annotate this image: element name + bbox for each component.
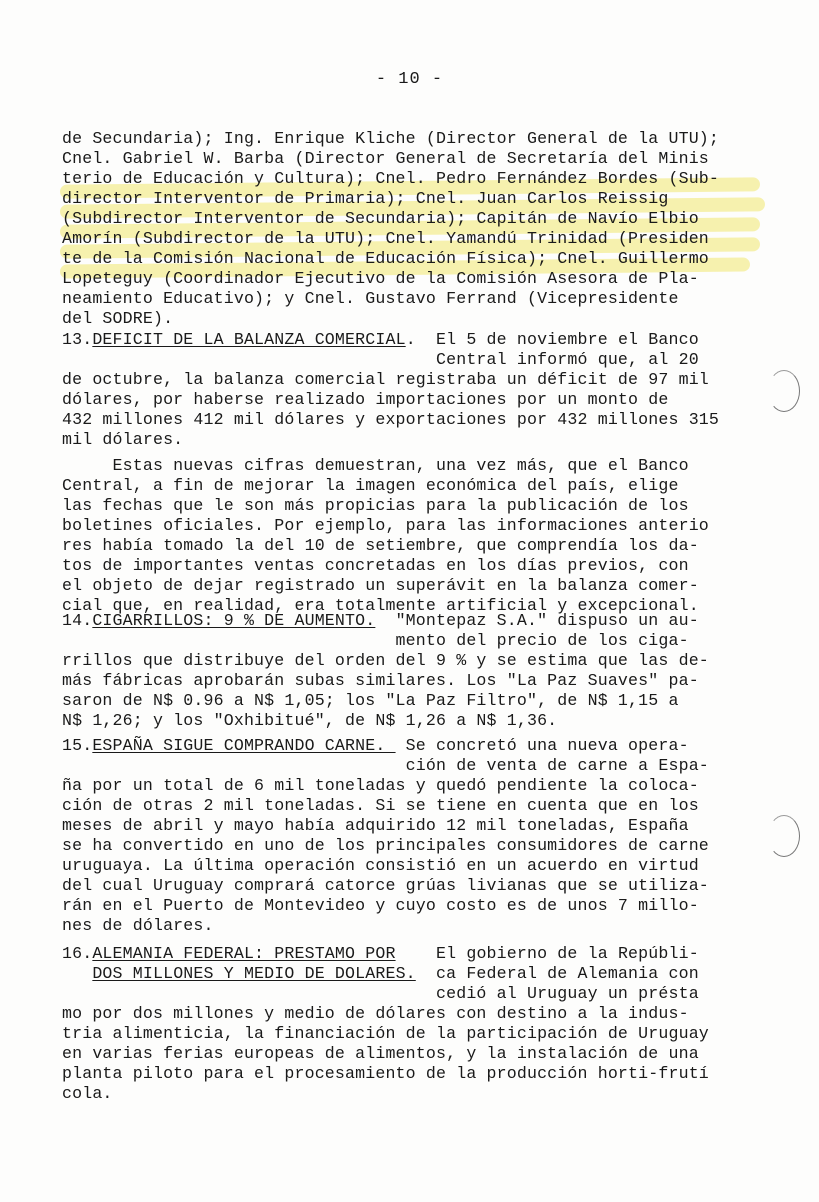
text-line: 432 millones 412 mil dólares y exportaciones por 432 millones 315 (62, 410, 720, 429)
text-line: res había tomado la del 10 de setiembre, que comprendía los da- (62, 536, 699, 555)
text-line: 15.ESPAÑA SIGUE COMPRANDO CARNE. Se concretó una nueva opera- (62, 736, 689, 755)
text-line: nes de dólares. (62, 916, 214, 935)
text-line: cial que, en realidad, era totalmente artificial y excepcional. (62, 596, 699, 615)
text-line: (Subdirector Interventor de Secundaria); Capitán de Navío Elbio (62, 209, 699, 228)
text-line: 16.ALEMANIA FEDERAL: PRESTAMO POR El gobierno de la Repúbli- (62, 944, 699, 963)
text-line: rán en el Puerto de Montevideo y cuyo costo es de unos 7 millo- (62, 896, 699, 915)
text-line: Estas nuevas cifras demuestran, una vez más, que el Banco (62, 456, 689, 475)
text-line: de Secundaria); Ing. Enrique Kliche (Director General de la UTU); (62, 129, 720, 148)
text-line: 13.DEFICIT DE LA BALANZA COMERCIAL. El 5 de noviembre el Banco (62, 330, 699, 349)
text-line: terio de Educación y Cultura); Cnel. Pedro Fernández Bordes (Sub- (62, 169, 720, 188)
text-line: en varias ferias europeas de alimentos, y la instalación de una (62, 1044, 699, 1063)
text-line: Central informó que, al 20 (62, 350, 699, 369)
text-line: cedió al Uruguay un présta (62, 984, 699, 1003)
section-heading: ALEMANIA FEDERAL: PRESTAMO POR (92, 944, 396, 963)
text-line: tria alimenticia, la financiación de la participación de Uruguay (62, 1024, 709, 1043)
text-line: saron de N$ 0.96 a N$ 1,05; los "La Paz Filtro", de N$ 1,15 a (62, 691, 679, 710)
text-line: boletines oficiales. Por ejemplo, para las informaciones anterio (62, 516, 709, 535)
text-line: te de la Comisión Nacional de Educación Física); Cnel. Guillermo (62, 249, 709, 268)
text-line: del SODRE). (62, 309, 174, 328)
text-line: ña por un total de 6 mil toneladas y quedó pendiente la coloca- (62, 776, 699, 795)
punch-hole-mark (768, 815, 800, 857)
section-heading: DOS MILLONES Y MEDIO DE DOLARES. (92, 964, 416, 983)
text-line: Central, a fin de mejorar la imagen económica del país, elige (62, 476, 679, 495)
text-line: N$ 1,26; y los "Oxhibitué", de N$ 1,26 a N$ 1,36. (62, 711, 558, 730)
text-line: de octubre, la balanza comercial registraba un déficit de 97 mil (62, 370, 709, 389)
text-line: ción de venta de carne a Espa- (62, 756, 709, 775)
punch-hole-mark (768, 370, 800, 412)
section-heading: DEFICIT DE LA BALANZA COMERCIAL (92, 330, 406, 349)
text-line: del cual Uruguay comprará catorce grúas livianas que se utiliza- (62, 876, 709, 895)
text-line: se ha convertido en uno de los principales consumidores de carne (62, 836, 709, 855)
text-line: el objeto de dejar registrado un superávit en la balanza comer- (62, 576, 699, 595)
text-line: director Interventor de Primaria); Cnel. Juan Carlos Reissig (62, 189, 669, 208)
text-line: Amorín (Subdirector de la UTU); Cnel. Yamandú Trinidad (Presiden (62, 229, 709, 248)
page-number: - 10 - (375, 70, 444, 89)
text-line: neamiento Educativo); y Cnel. Gustavo Ferrand (Vicepresidente (62, 289, 679, 308)
text-line: mento del precio de los ciga- (62, 631, 689, 650)
text-line: cola. (62, 1084, 113, 1103)
section-heading: CIGARRILLOS: 9 % DE AUMENTO. (92, 611, 376, 630)
text-line: dólares, por haberse realizado importaciones por un monto de (62, 390, 669, 409)
text-line: uruguaya. La última operación consistió en un acuerdo en virtud (62, 856, 699, 875)
text-line: mo por dos millones y medio de dólares con destino a la indus- (62, 1004, 689, 1023)
text-line: mil dólares. (62, 430, 184, 449)
section-heading: ESPAÑA SIGUE COMPRANDO CARNE. (92, 736, 396, 755)
text-line: Lopeteguy (Coordinador Ejecutivo de la Comisión Asesora de Pla- (62, 269, 699, 288)
text-line: 14.CIGARRILLOS: 9 % DE AUMENTO. "Montepaz S.A." dispuso un au- (62, 611, 699, 630)
text-line: rrillos que distribuye del orden del 9 % y se estima que las de- (62, 651, 709, 670)
text-line: meses de abril y mayo había adquirido 12 mil toneladas, España (62, 816, 689, 835)
text-line: más fábricas aprobarán subas similares. Los "La Paz Suaves" pa- (62, 671, 699, 690)
text-line: tos de importantes ventas concretadas en los días previos, con (62, 556, 689, 575)
text-line: planta piloto para el procesamiento de la producción horti-frutí (62, 1064, 709, 1083)
text-line: ción de otras 2 mil toneladas. Si se tiene en cuenta que en los (62, 796, 699, 815)
text-line: las fechas que le son más propicias para la publicación de los (62, 496, 689, 515)
text-line: DOS MILLONES Y MEDIO DE DOLARES. ca Federal de Alemania con (92, 964, 699, 983)
text-line: Cnel. Gabriel W. Barba (Director General de Secretaría del Minis (62, 149, 709, 168)
